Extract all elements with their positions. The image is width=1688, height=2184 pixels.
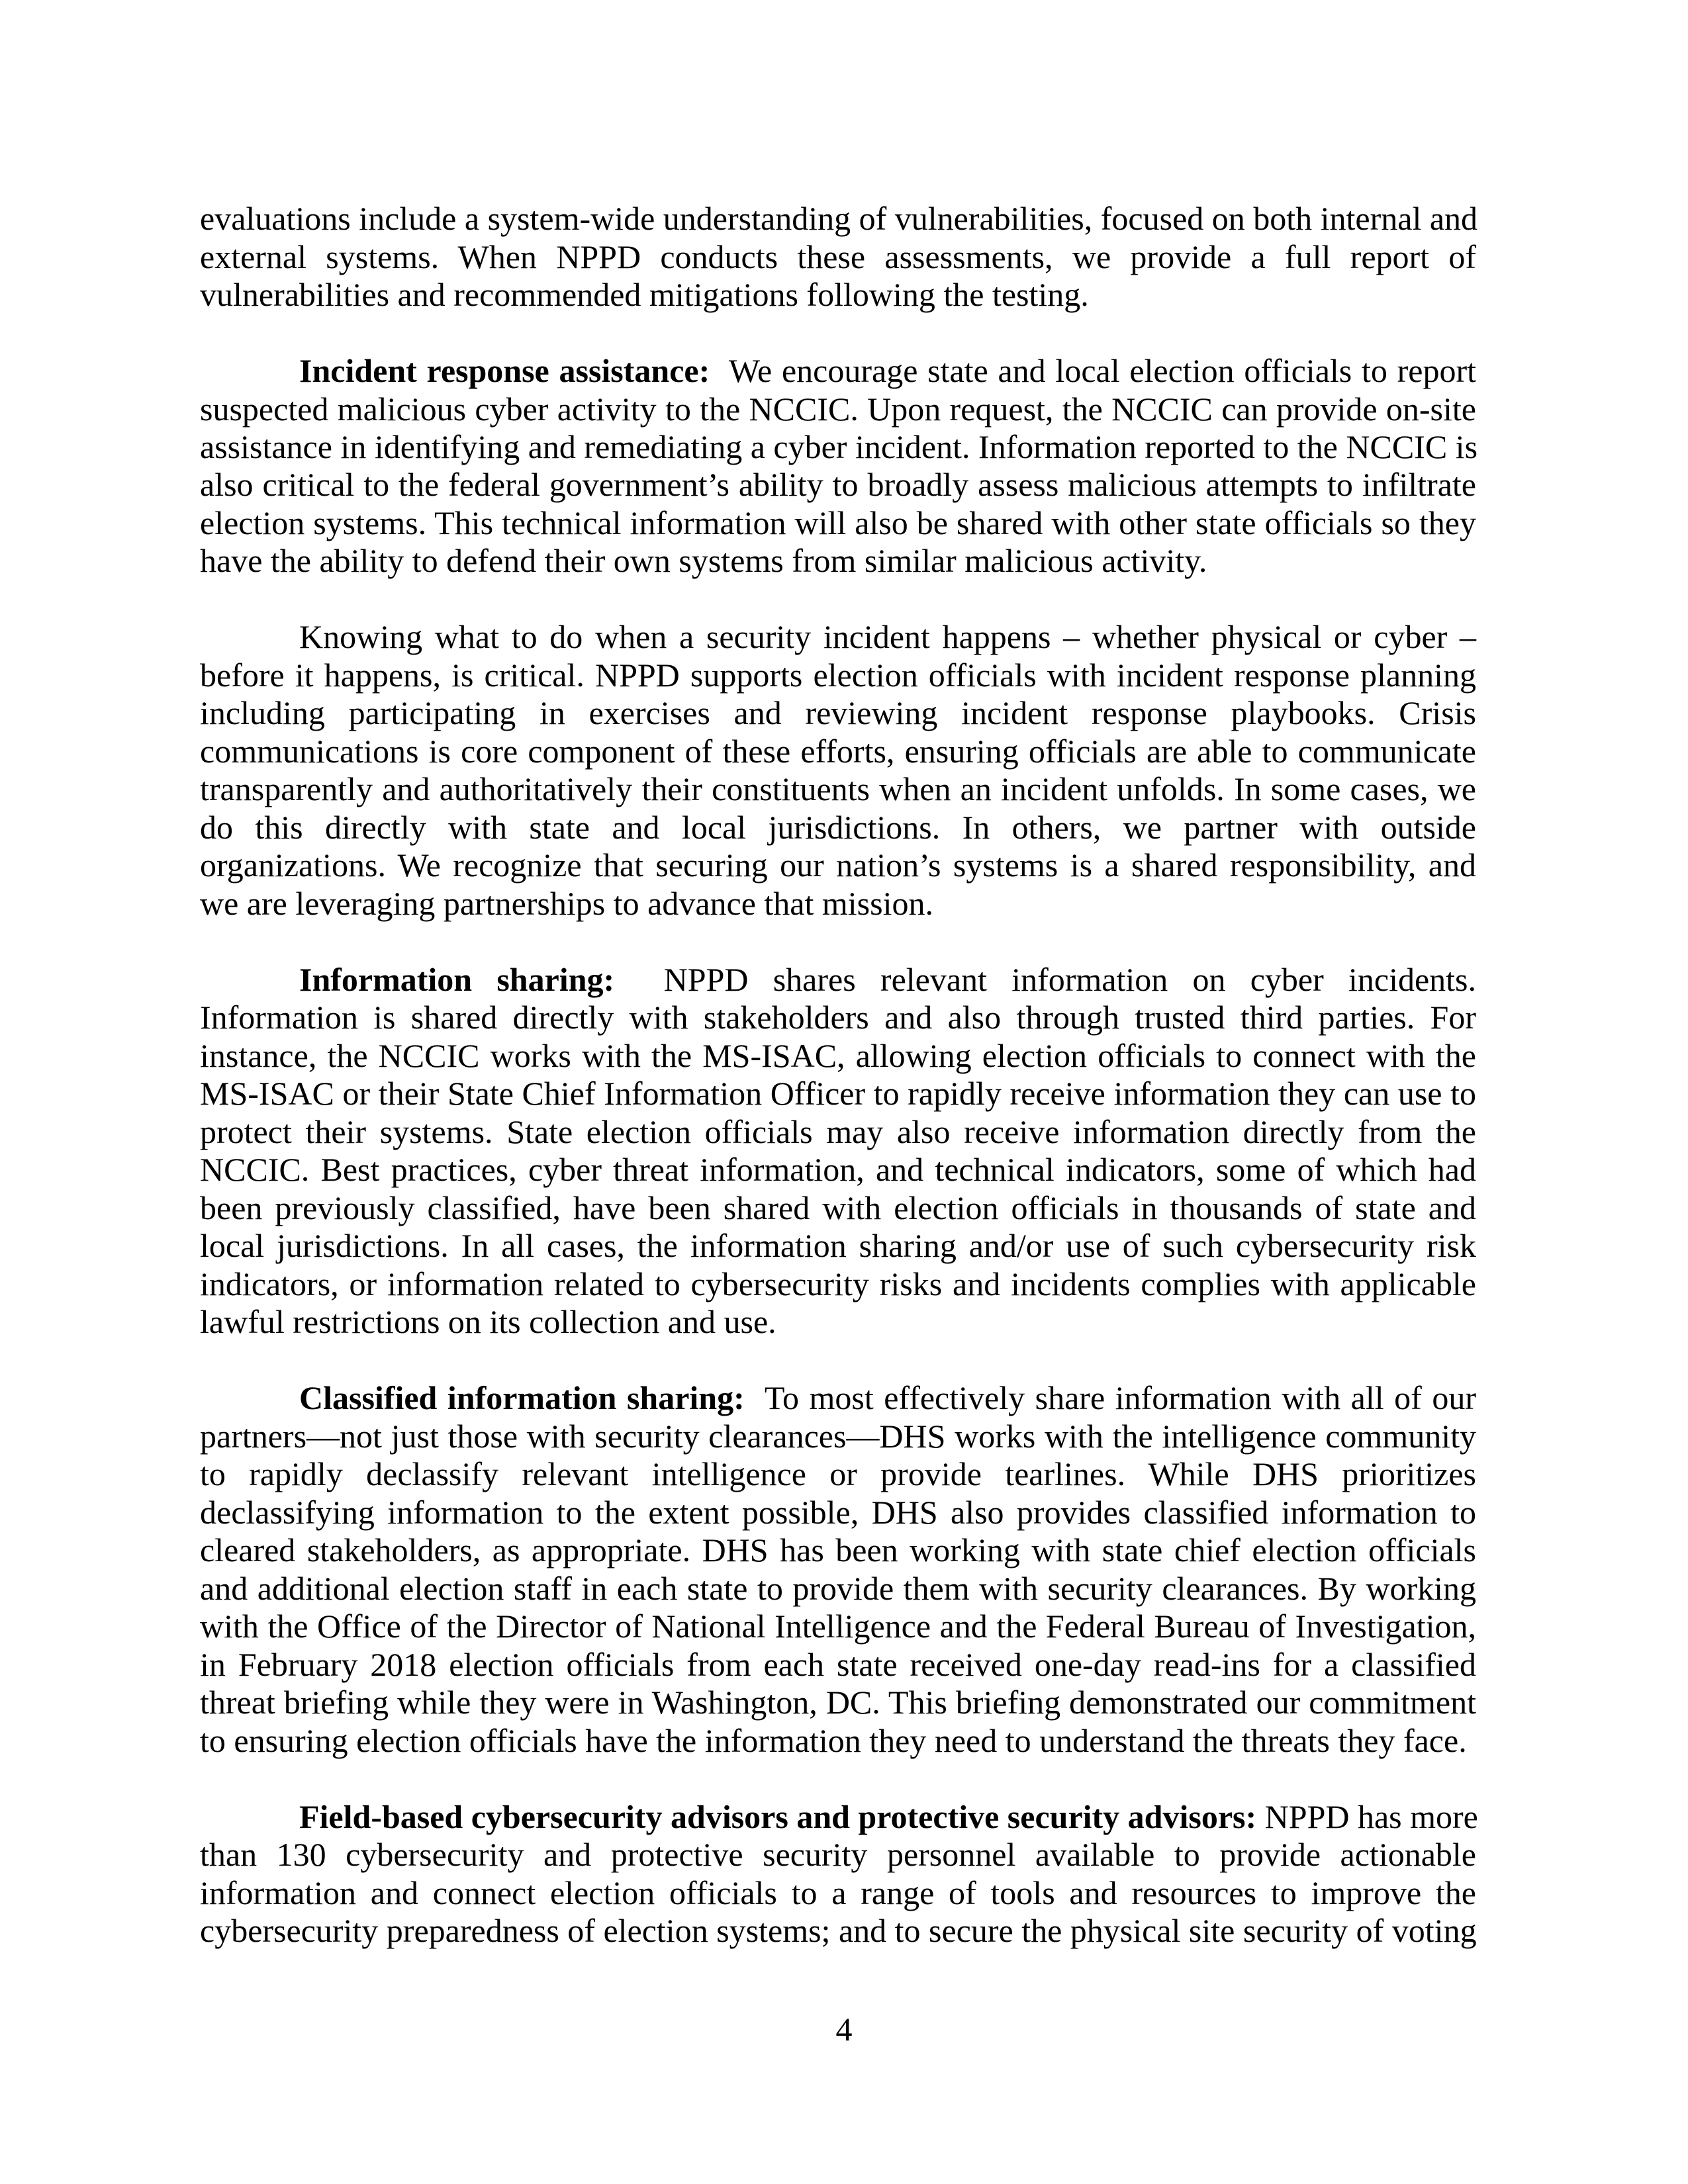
paragraph-heading: Classified information sharing: [299, 1379, 745, 1417]
paragraph-line: also critical to the federal government’s ability to broadly assess malicious attempts to infiltrate [200, 466, 1476, 504]
paragraph-line [299, 1379, 1476, 1417]
paragraph-heading: Information sharing: [299, 960, 615, 998]
paragraph-line: information and connect election officials to a range of tools and resources to improve the [200, 1874, 1476, 1911]
paragraph-line: organizations. We recognize that securing our nation’s systems is a shared responsibility, and [200, 846, 1476, 884]
paragraph-line: do this directly with state and local jurisdictions. In others, we partner with outside [200, 808, 1476, 846]
paragraph-line: cleared stakeholders, as appropriate. DHS has been working with state chief election officials [200, 1531, 1476, 1569]
paragraph-line: external systems. When NPPD conducts these assessments, we provide a full report of [200, 238, 1476, 275]
paragraph-line: before it happens, is critical. NPPD supports election officials with incident response planning [200, 656, 1476, 694]
paragraph-line: vulnerabilities and recommended mitigations following the testing. [200, 276, 1089, 313]
paragraph-line: protect their systems. State election officials may also receive information directly from the [200, 1113, 1476, 1150]
paragraph-line: transparently and authoritatively their constituents when an incident unfolds. In some cases, we [200, 770, 1476, 808]
paragraph-line: declassifying information to the extent possible, DHS also provides classified information to [200, 1493, 1476, 1531]
paragraph-line: including participating in exercises and reviewing incident response playbooks. Crisis [200, 694, 1476, 732]
paragraph-line [299, 960, 1476, 999]
paragraph-line: Information is shared directly with stakeholders and also through trusted third parties. For [200, 999, 1476, 1036]
paragraph-line: partners—not just those with security clearances—DHS works with the intelligence community [200, 1417, 1476, 1455]
paragraph-text: We encourage state and local election officials to report [710, 352, 1477, 389]
paragraph-line: communications is core component of these efforts, ensuring officials are able to communicate [200, 732, 1476, 770]
paragraph-text: NPPD has more [1256, 1797, 1478, 1835]
paragraph-line: been previously classified, have been shared with election officials in thousands of state and [200, 1189, 1476, 1226]
paragraph-line: cybersecurity preparedness of election systems; and to secure the physical site security of voting [200, 1912, 1477, 1950]
paragraph-line: to ensuring election officials have the information they need to understand the threats they face. [200, 1721, 1467, 1759]
paragraph-heading: Incident response assistance: [299, 352, 710, 389]
paragraph-line: instance, the NCCIC works with the MS-ISAC, allowing election officials to connect with the [200, 1036, 1476, 1074]
paragraph-line: have the ability to defend their own systems from similar malicious activity. [200, 542, 1207, 580]
paragraph-line: election systems. This technical information will also be shared with other state officials so they [200, 504, 1476, 541]
paragraph-line: NCCIC. Best practices, cyber threat information, and technical indicators, some of which had [200, 1151, 1476, 1189]
paragraph-text: NPPD shares relevant information on cyber incidents. [614, 960, 1477, 998]
paragraph-line: threat briefing while they were in Washington, DC. This briefing demonstrated our commitment [200, 1684, 1476, 1721]
paragraph-heading: Field-based cybersecurity advisors and protective security advisors: [299, 1797, 1257, 1835]
paragraph-line: local jurisdictions. In all cases, the information sharing and/or use of such cybersecurity risk [200, 1227, 1476, 1265]
paragraph-line: suspected malicious cyber activity to the NCCIC. Upon request, the NCCIC can provide on-site [200, 390, 1476, 428]
paragraph-line: indicators, or information related to cybersecurity risks and incidents complies with applicable [200, 1265, 1476, 1302]
paragraph-line: assistance in identifying and remediating a cyber incident. Information reported to the NCCIC is [200, 428, 1478, 465]
paragraph-line: Knowing what to do when a security incident happens – whether physical or cyber – [299, 618, 1476, 656]
paragraph-line: in February 2018 election officials from each state received one-day read-ins for a classified [200, 1645, 1476, 1683]
paragraph-line: MS-ISAC or their State Chief Information Officer to rapidly receive information they can use to [200, 1075, 1476, 1113]
page-number: 4 [835, 2011, 853, 2048]
paragraph-line: lawful restrictions on its collection and use. [200, 1303, 776, 1341]
paragraph-line [299, 1797, 1476, 1836]
paragraph-line: to rapidly declassify relevant intelligence or provide tearlines. While DHS prioritizes [200, 1455, 1476, 1493]
paragraph-line: we are leveraging partnerships to advance that mission. [200, 884, 933, 922]
paragraph-line: than 130 cybersecurity and protective security personnel available to provide actionable [200, 1836, 1476, 1874]
paragraph-line: and additional election staff in each state to provide them with security clearances. By working [200, 1569, 1476, 1607]
paragraph-line: with the Office of the Director of National Intelligence and the Federal Bureau of Investigation, [200, 1608, 1476, 1645]
paragraph-line: evaluations include a system-wide understanding of vulnerabilities, focused on both internal and [200, 200, 1478, 237]
paragraph-line [299, 351, 1476, 390]
paragraph-text: To most effectively share information with all of our [744, 1379, 1477, 1417]
